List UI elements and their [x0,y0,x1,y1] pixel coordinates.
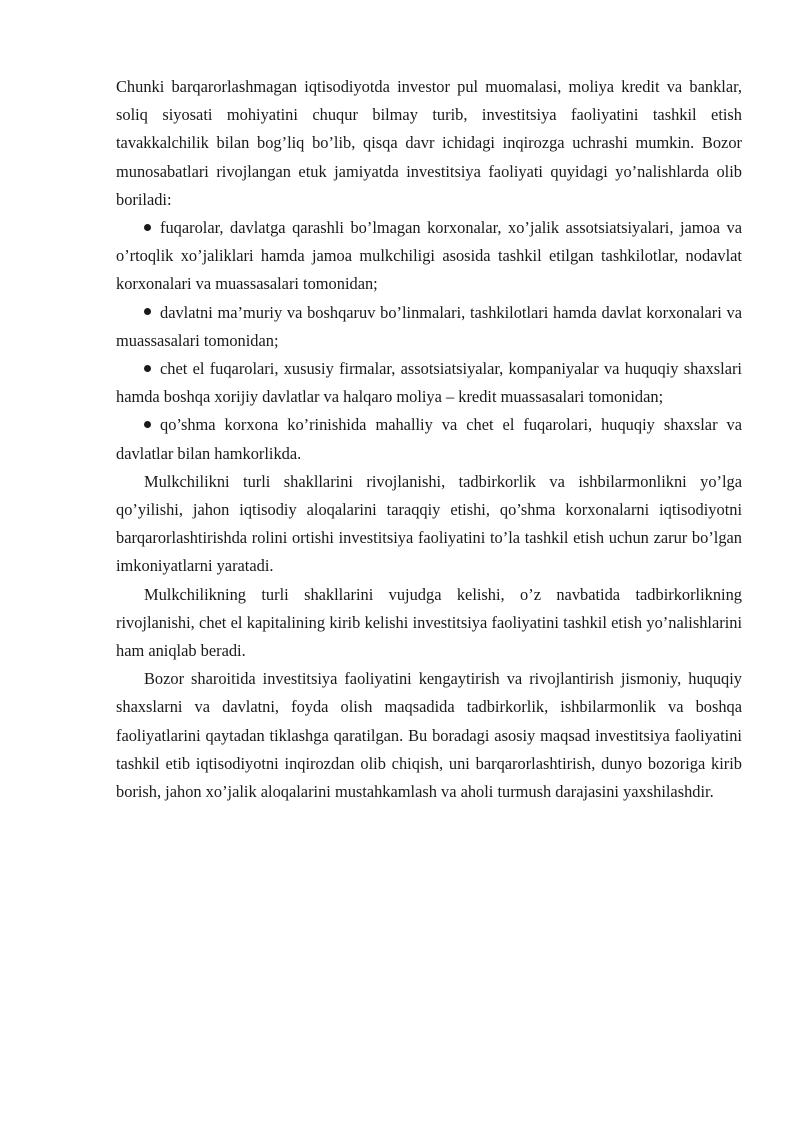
bullet-text: davlatni ma’muriy va boshqaruv bo’linmalari, tashkilotlari hamda davlat korxonalari va muassasalari tomonidan; [116,302,742,350]
bullet-item [116,355,742,411]
bullet-dot-icon [144,421,151,428]
body-paragraph: Bozor sharoitida investitsiya faoliyatini kengaytirish va rivojlantirish jismoniy, huquqiy shaxslarni va davlatni, foyda olish maqsadida tadbirkorlik, ishbilarmonlik va boshqa faoliyatlarini qaytadan tiklashga qaratilgan. Bu boradagi asosiy maqsad investitsiya faoliyatini tashkil etib iqtisodiyotni inqirozdan olib chiqish, uni barqarorlashtirish, dunyo bozoriga kirib borish, jahon xo’jalik aloqalarini mustahkamlash va aholi turmush darajasini yaxshilashdir. [116,669,742,802]
bullet-dot-icon [144,365,151,372]
bullet-item [116,214,742,299]
bullet-text: qo’shma korxona ko’rinishida mahalliy va chet el fuqarolari, huquqiy shaxslar va davlatlar bilan hamkorlikda. [116,415,742,463]
body-paragraph: Mulkchilikning turli shakllarini vujudga kelishi, o’z navbatida tadbirkorlikning rivojlanishi, chet el kapitalining kirib kelishi investitsiya faoliyatini tashkil etish yo’nalishlarini ham aniqlab beradi. [116,584,742,661]
bullet-dot-icon [144,224,151,231]
bullet-text: chet el fuqarolari, xususiy firmalar, assotsiatsiyalar, kompaniyalar va huquqiy shaxslari hamda boshqa xorijiy davlatlar va halqaro moliya – kredit muassasalari tomonidan; [116,359,742,407]
bullet-item [116,411,742,467]
intro-paragraph: Chunki barqarorlashmagan iqtisodiyotda investor pul muomalasi, moliya kredit va banklar, soliq siyosati mohiyatini chuqur bilmay turib, investitsiya faoliyatini tashkil etish tavakkalchilik bilan bog’liq bo’lib, qisqa davr ichidagi inqirozga uchrashi mumkin. Bozor munosabatlari rivojlangan etuk jamiyatda investitsiya faoliyati quyidagi yo’nalishlarda olib boriladi: [116,77,742,209]
bullet-item [116,299,742,355]
document-page [116,73,742,806]
body-paragraph: Mulkchilikni turli shakllarini rivojlanishi, tadbirkorlik va ishbilarmonlikni yo’lga qo’yilishi, jahon iqtisodiy aloqalarini taraqqiy etishi, qo’shma korxonalarni iqtisodiyotni barqarorlashtirishda rolini ortishi investitsiya faoliyatini to’la tashkil etish uchun zarur bo’lgan imkoniyatlarni yaratadi. [116,471,742,576]
bullet-dot-icon [144,308,151,315]
bullet-text: fuqarolar, davlatga qarashli bo’lmagan korxonalar, xo’jalik assotsiatsiyalari, jamoa va o’rtoqlik xo’jaliklari hamda jamoa mulkchiligi asosida tashkil etilgan tashkilotlar, nodavlat korxonalari va muassasalari tomonidan; [116,218,742,294]
